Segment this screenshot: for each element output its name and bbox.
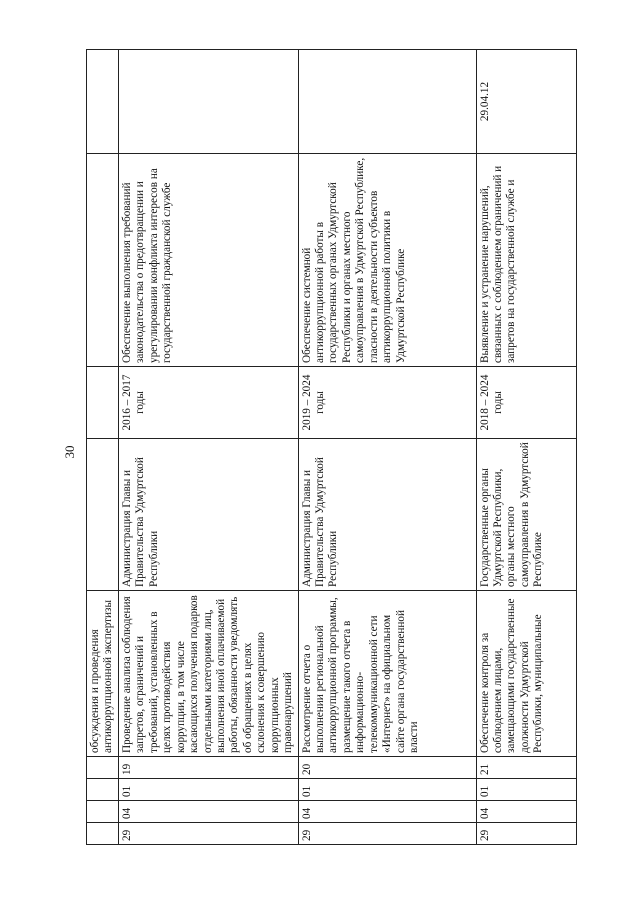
cell: [87, 154, 119, 367]
cell-term: 2018 – 2024 годы: [476, 367, 576, 439]
cell-date: [298, 50, 476, 154]
cell-executor: Администрация Главы и Правительства Удмуртской Республики: [298, 439, 476, 591]
cell-code-b: 04: [476, 801, 576, 823]
cell: [87, 367, 119, 439]
cell-result: Выявление и устранение нарушений, связанных с соблюдением ограничений и запретов на государственной службе и: [476, 154, 576, 367]
cell: [87, 779, 119, 801]
cell: [87, 439, 119, 591]
cell-code-b: 04: [118, 801, 298, 823]
cell-result: Обеспечение системной антикоррупционной работы в государственных органах Удмуртской Республики и органах местного самоуправления в Удмуртской Республике, гласности в деятельности субъектов антикоррупционной политики в Удмуртской Республике: [298, 154, 476, 367]
table-row: [118, 50, 298, 845]
cell-item-number: 20: [298, 757, 476, 779]
cell: [87, 801, 119, 823]
cell-executor: Администрация Главы и Правительства Удмуртской Республики: [118, 439, 298, 591]
cell-code-b: 04: [298, 801, 476, 823]
cell-code-a: 29: [118, 823, 298, 845]
rotated-table: [86, 50, 545, 845]
cell-code-c: 01: [476, 779, 576, 801]
cell-action: Проведение анализа соблюдения запретов, ограничений и требований, установленных в целях противодействия коррупции, в том числе касающихся получения подарков отдельными категориями лиц, выполнения иной оплачиваемой работы, обязанности уведомлять об обращениях в целях склонения к совершению коррупционных правонарушений: [118, 591, 298, 757]
cell: [87, 50, 119, 154]
table-row: [476, 50, 576, 845]
table-row-continued: [87, 50, 119, 845]
cell: [87, 823, 119, 845]
cell-date: 29.04.12: [476, 50, 576, 154]
cell-term: 2016 – 2017 годы: [118, 367, 298, 439]
cell-code-c: 01: [298, 779, 476, 801]
cell-term: 2019 – 2024 годы: [298, 367, 476, 439]
cell-item-number: 19: [118, 757, 298, 779]
cell-code-a: 29: [298, 823, 476, 845]
cell-item-number: 21: [476, 757, 576, 779]
cell-action: обсуждения и проведения антикоррупционной экспертизы: [87, 591, 119, 757]
cell-date: [118, 50, 298, 154]
cell-code-c: 01: [118, 779, 298, 801]
cell-result: Обеспечение выполнения требований законодательства о предотвращении и урегулировании конфликта интересов на государственной гражданской службе: [118, 154, 298, 367]
cell-action: Обеспечение контроля за соблюдением лицами, замещающими государственные должности Удмуртской Республики, муниципальные: [476, 591, 576, 757]
measures-table: [86, 49, 577, 845]
cell-action: Рассмотрение отчета о выполнении региональной антикоррупционной программы, размещение такого отчета в информационно-телекоммуникационной сети «Интернет» на официальном сайте органа государственной власти: [298, 591, 476, 757]
cell-code-a: 29: [476, 823, 576, 845]
rotated-table-viewport: [86, 50, 545, 845]
page-number: 30: [62, 445, 77, 459]
cell-executor: Государственные органы Удмуртской Республики, органы местного самоуправления в Удмуртской Республике: [476, 439, 576, 591]
table-row: [298, 50, 476, 845]
cell: [87, 757, 119, 779]
